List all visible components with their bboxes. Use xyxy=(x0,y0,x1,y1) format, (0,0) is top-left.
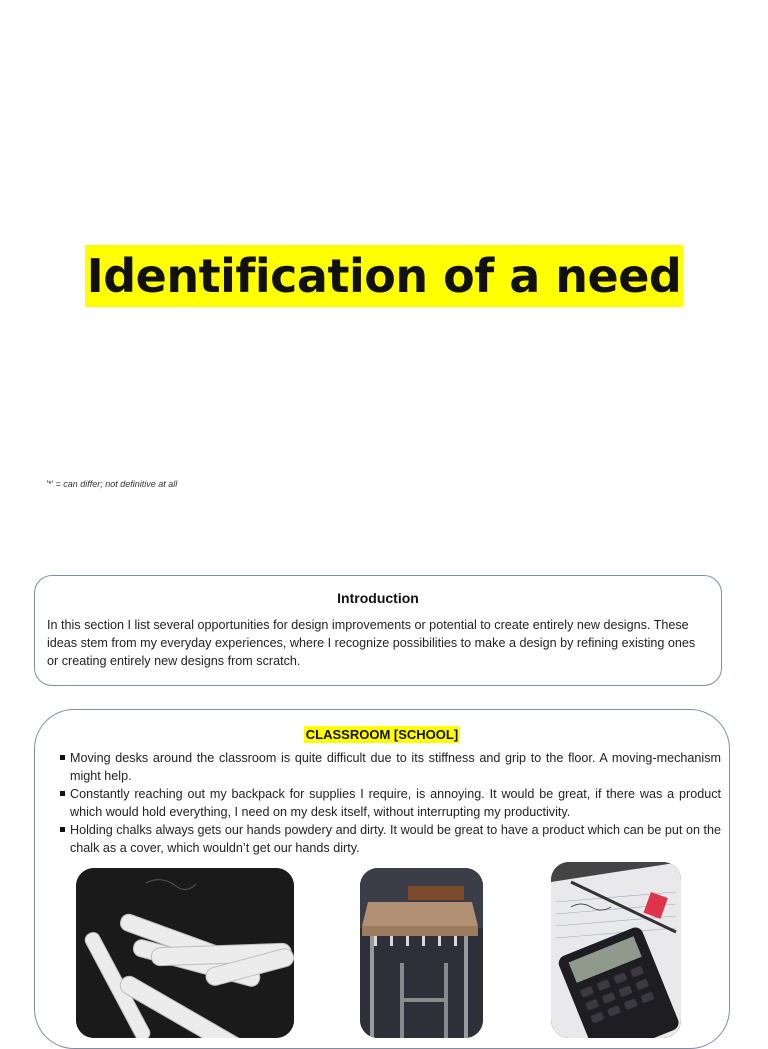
bullet-item: Holding chalks always gets our hands powdery and dirty. It would be great to have a product which can be put on the chalk as a cover, which wouldn’t get our hands dirty. xyxy=(70,823,721,855)
chalk-photo xyxy=(76,868,294,1038)
page-title: Identification of a need xyxy=(85,245,684,307)
classroom-bullet-list xyxy=(35,749,729,857)
bullet-item: Moving desks around the classroom is quite difficult due to its stiffness and grip to the floor. A moving-mechanism might help. xyxy=(70,751,721,783)
footnote: '*' = can differ; not definitive at all xyxy=(46,479,178,489)
title-area xyxy=(0,245,768,307)
classroom-heading: CLASSROOM [SCHOOL] xyxy=(305,727,459,742)
classroom-heading-wrap xyxy=(35,726,729,743)
introduction-heading: Introduction xyxy=(337,590,419,606)
bullet-item: Constantly reaching out my backpack for supplies I require, is annoying. It would be great, if there was a product which would hold everything, I need on my desk itself, without interrupting my productivity. xyxy=(70,787,721,819)
introduction-box xyxy=(34,575,722,686)
calculator-photo xyxy=(551,862,681,1038)
desk-photo xyxy=(360,868,483,1038)
introduction-text: In this section I list several opportunities for design improvements or potential to create entirely new designs. These ideas stem from my everyday experiences, where I recognize possibilities to make a design by refining existing ones or creating entirely new designs from scratch. xyxy=(47,618,696,668)
